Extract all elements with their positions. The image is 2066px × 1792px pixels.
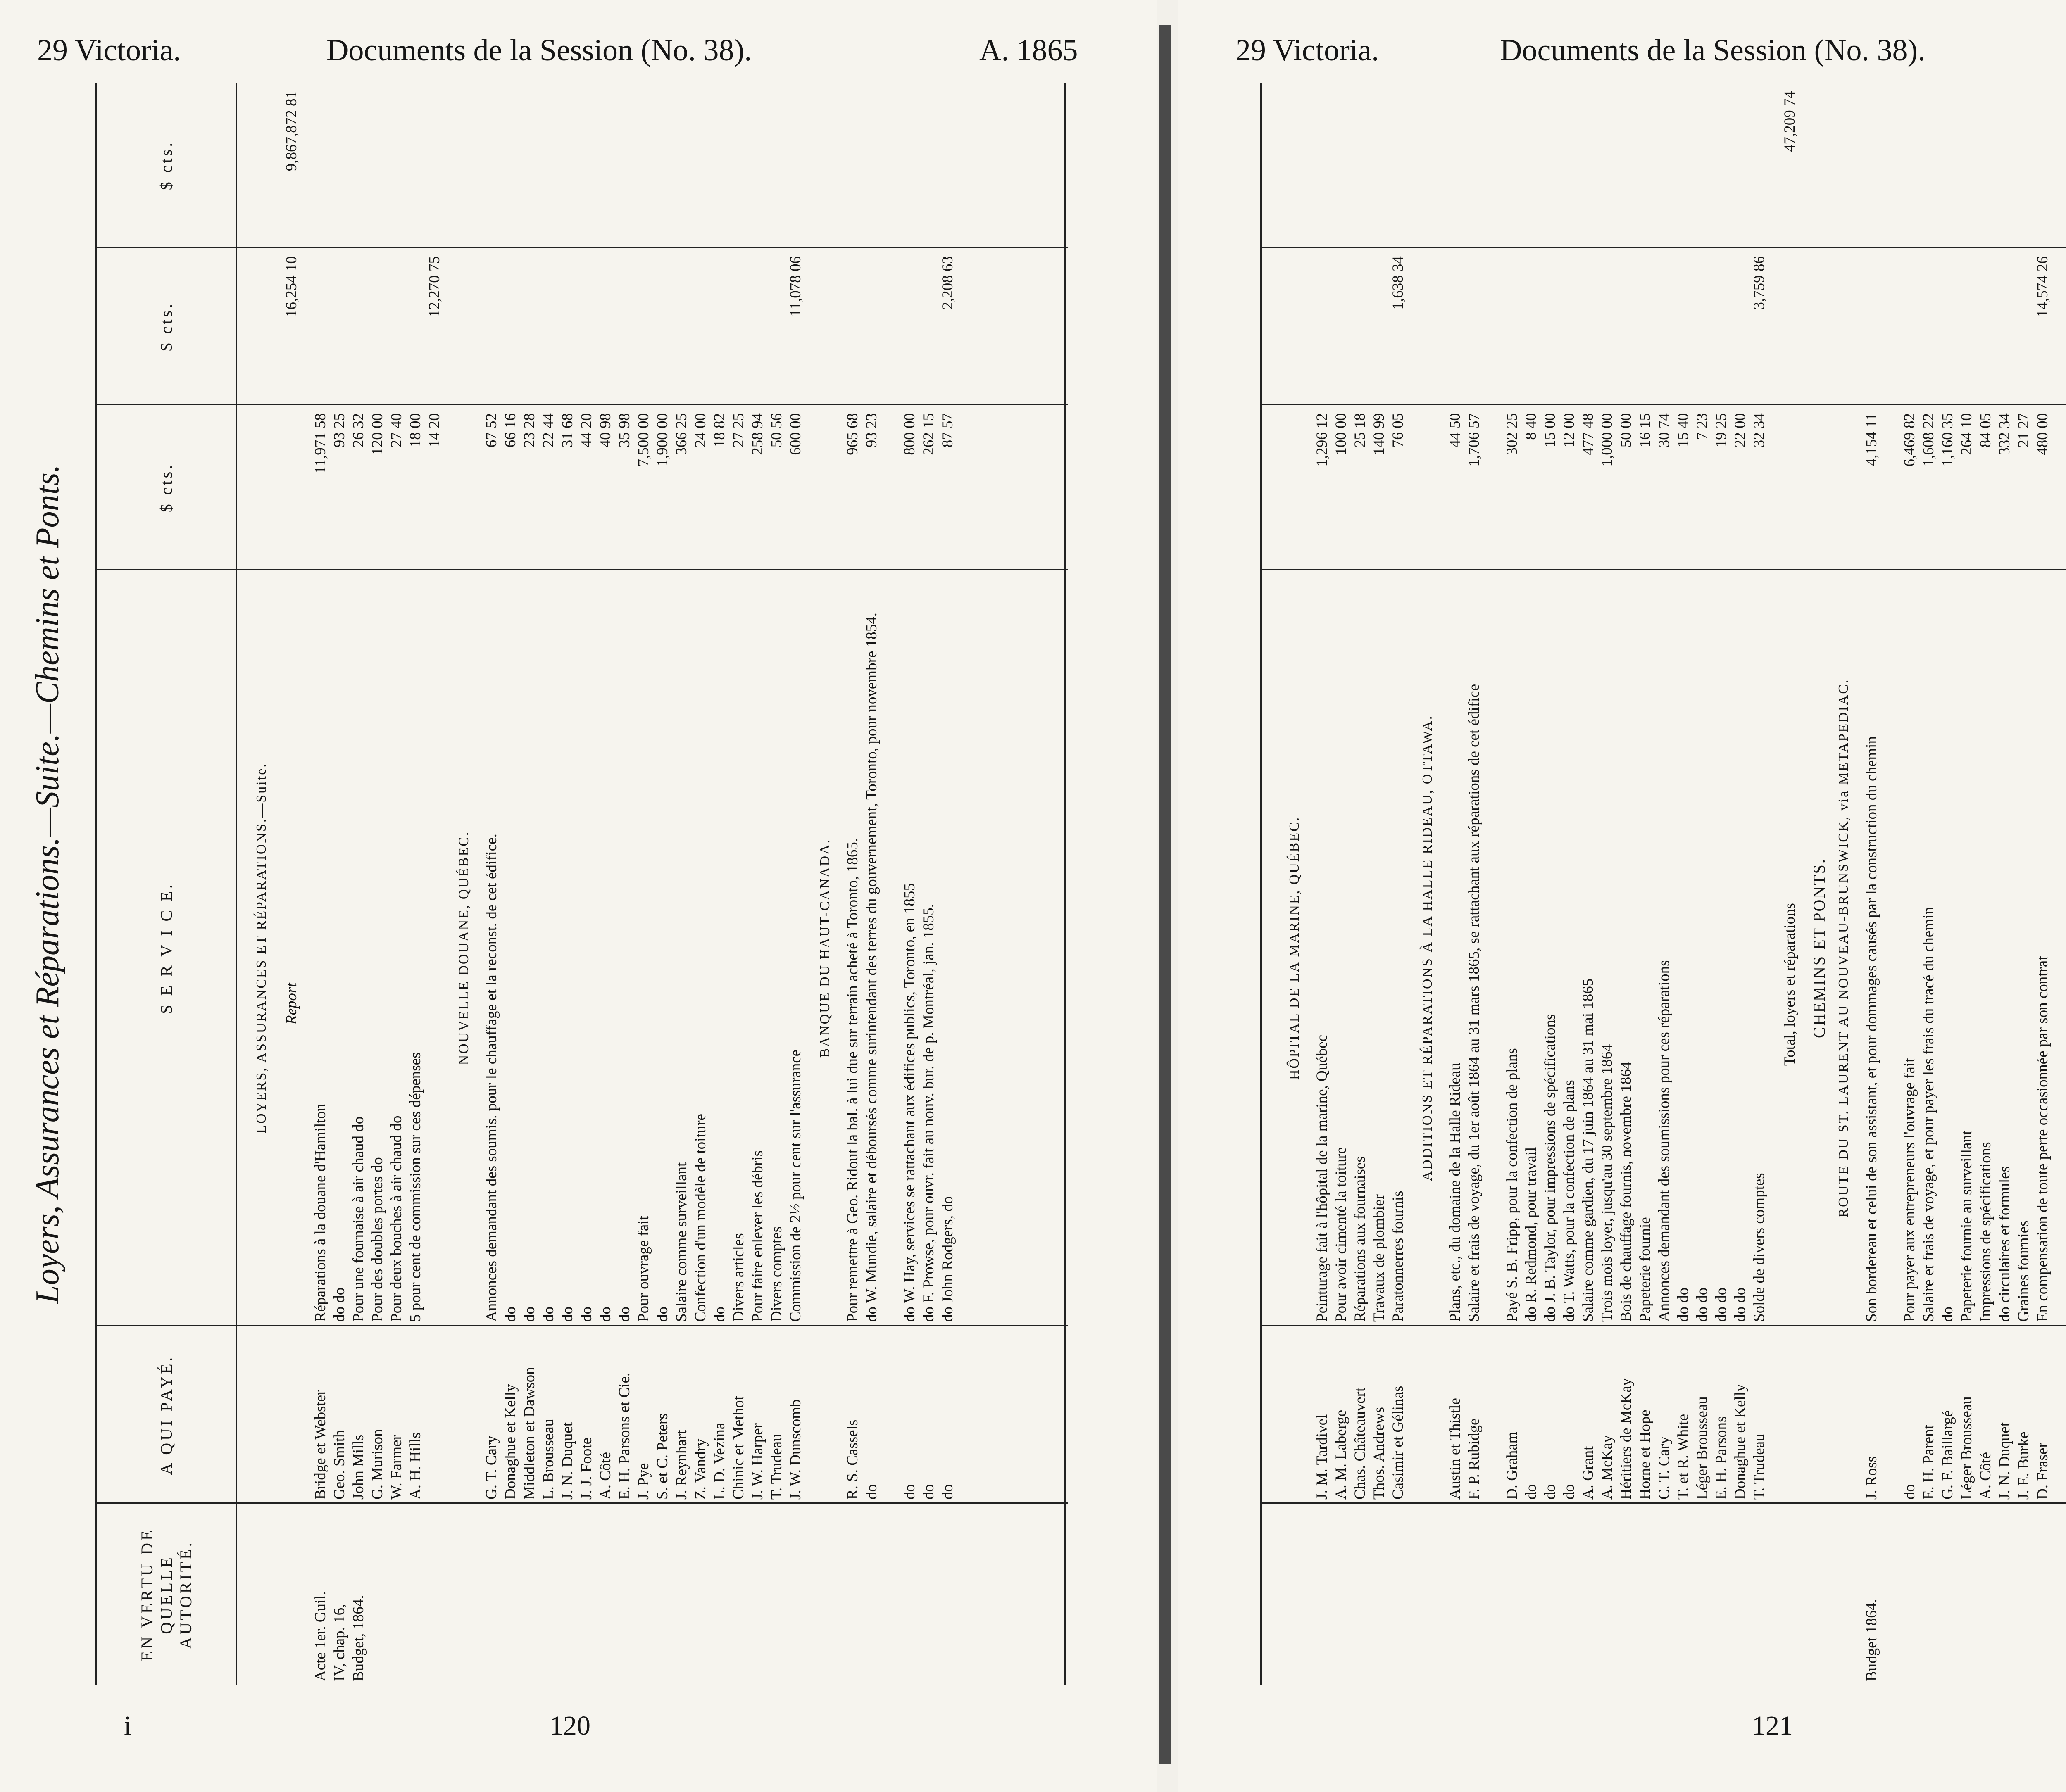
- right-authority: Budget 1864.: [1863, 1599, 1880, 1681]
- left-b-row-amount: 27 25: [730, 413, 747, 448]
- right-b-row-service: Annonces demandant des soumissions pour ces réparations: [1656, 960, 1673, 1322]
- right-b-row-amount: 1,000 00: [1599, 413, 1616, 467]
- right-b-row-service: do do: [1675, 1287, 1692, 1322]
- right-c-row-service: Papeterie fournie au surveillant: [1958, 1130, 1975, 1322]
- left-b-row-amount: 35 98: [616, 413, 633, 448]
- left-b-row-payee: L. Brousseau: [540, 1419, 557, 1500]
- left-a-row-payee: W. Farmer: [388, 1435, 405, 1500]
- left-a-row-payee: Bridge et Webster: [312, 1390, 329, 1500]
- left-c-row-payee: do: [920, 1484, 937, 1500]
- right-c-row-amount: 4,154 11: [1863, 413, 1880, 466]
- left-header-title: Documents de la Session (No. 38).: [326, 33, 752, 67]
- left-b-row-payee: Chinic et Methot: [730, 1396, 747, 1500]
- right-b-row-payee: T. et R. White: [1675, 1414, 1692, 1500]
- right-b-row-payee: do: [1561, 1484, 1578, 1500]
- right-b-row-payee: T. Trudeau: [1751, 1433, 1768, 1500]
- left-section2: NOUVELLE DOUANE, QUÉBEC.: [456, 831, 471, 1065]
- authority-line: IV, chap. 16,: [331, 1604, 348, 1681]
- left-header-regnal: 29 Victoria.: [37, 33, 181, 67]
- left-a-row-service: Pour une fournaise à air chaud do: [350, 1116, 367, 1322]
- right-b-row-payee: do: [1542, 1484, 1559, 1500]
- right-b-row-amount: 15 40: [1675, 413, 1692, 448]
- left-a-row-amount: 11,971 58: [312, 413, 329, 474]
- left-a-row-amount: 26 32: [350, 413, 367, 448]
- left-b-row-amount: 1,900 00: [654, 413, 671, 467]
- left-c-row-amount: 965 68: [844, 413, 861, 455]
- left-c-row-service: do F. Prowse, pour ouvr. fait au nouv. bur. de p. Montréal, jan. 1855.: [920, 903, 937, 1322]
- left-c-row-service: Pour remettre à Geo. Ridout la bal. à lui due sur terrain acheté à Toronto, 1865.: [844, 838, 861, 1322]
- right-b-row-service: do R. Redmond, pour travail: [1523, 1147, 1540, 1322]
- right-header-regnal: 29 Victoria.: [1235, 33, 1379, 67]
- right-b-row-amount: 30 74: [1656, 413, 1673, 448]
- right-b-row-service: Plans, etc., du domaine de la Halle Rideau: [1447, 1063, 1464, 1322]
- left-a-row-service: 5 pour cent de commission sur ces dépenses: [407, 1052, 424, 1322]
- left-b-row-payee: J. Pye: [635, 1463, 652, 1500]
- left-b-row-payee: J. J. Foote: [578, 1437, 595, 1500]
- right-section1: HÔPITAL DE LA MARINE, QUÉBEC.: [1287, 816, 1302, 1080]
- left-a-row-payee: John Mills: [350, 1434, 367, 1500]
- left-b-row-service: do: [597, 1307, 614, 1322]
- right-table: [1260, 83, 2066, 1685]
- right-a-row-service: Travaux de plombier: [1371, 1194, 1388, 1322]
- right-b-row-service: do do: [1694, 1287, 1711, 1322]
- right-b-row-service: do do: [1732, 1287, 1749, 1322]
- left-b-row-amount: 67 52: [483, 413, 500, 448]
- left-b-row-payee: L. D. Vezina: [711, 1422, 728, 1500]
- right-b-row-service: Salaire comme gardien, du 17 juin 1864 au 31 mai 1865: [1580, 978, 1597, 1322]
- left-a-row-service: do do: [331, 1287, 348, 1322]
- right-a-row-payee: Casimir et Gélinas: [1390, 1386, 1407, 1500]
- left-b-row-service: Commission de 2½ pour cent sur l'assurance: [787, 1049, 804, 1322]
- right-b-row-amount: 15 00: [1542, 413, 1559, 448]
- left-b-row-payee: S. et C. Peters: [654, 1413, 671, 1500]
- left-c-row-payee: do: [863, 1484, 880, 1500]
- left-running-title: Loyers, Assurances et Réparations.—Suite.—Chemins et Ponts.: [29, 464, 66, 1304]
- left-b-row-amount: 22 44: [540, 413, 557, 448]
- left-c-row-amount: 800 00: [901, 413, 918, 455]
- right-a-total: 1,638 34: [1390, 256, 1407, 310]
- right-b-row-amount: 1,706 57: [1466, 413, 1483, 467]
- right-b-row-payee: D. Graham: [1504, 1431, 1521, 1500]
- authority-line: Budget, 1864.: [350, 1595, 367, 1681]
- right-b-row-amount: 16 15: [1637, 413, 1654, 448]
- right-b-row-payee: A. McKay: [1599, 1435, 1616, 1500]
- left-b-row-payee: J. W. Dunscomb: [787, 1399, 804, 1500]
- right-c-row-payee: Léger Brousseau: [1958, 1396, 1975, 1500]
- right-b-row-amount: 8 40: [1523, 413, 1540, 440]
- right-b-row-payee: Donaghue et Kelly: [1732, 1384, 1749, 1500]
- right-b-row-service: do J. B. Taylor, pour impressions de spécifications: [1542, 1014, 1559, 1322]
- right-b-row-payee: Héritiers de McKay: [1618, 1378, 1635, 1500]
- left-b-row-payee: J. N. Duquet: [559, 1422, 576, 1500]
- right-a-row-amount: 25 18: [1352, 413, 1369, 448]
- right-b-row-payee: Léger Brousseau: [1694, 1396, 1711, 1500]
- right-a-row-amount: 76 05: [1390, 413, 1407, 448]
- left-table: [95, 83, 1066, 1685]
- right-b-row-amount: 50 00: [1618, 413, 1635, 448]
- col-c2: $ cts.: [97, 248, 237, 405]
- right-b-row-service: Papeterie fournie: [1637, 1217, 1654, 1322]
- right-b-row-amount: 7 23: [1694, 413, 1711, 440]
- right-b-row-amount: 477 48: [1580, 413, 1597, 455]
- left-b-row-amount: 50 56: [768, 413, 785, 448]
- left-c-row-service: do W. Mundie, salaire et déboursés comme surintendant des terres du gouvernement, Toronto, pour novembre 1854.: [863, 613, 880, 1322]
- left-b-row-amount: 366 25: [673, 413, 690, 455]
- left-b-row-amount: 18 82: [711, 413, 728, 448]
- right-b-row-payee: do: [1523, 1484, 1540, 1500]
- right-c-row-amount: 480 00: [2034, 413, 2051, 455]
- left-a-row-payee: Geo. Smith: [331, 1430, 348, 1500]
- left-b-total: 11,078 06: [787, 256, 804, 317]
- right-c-row-amount: 1,608 22: [1920, 413, 1937, 467]
- left-a-row-service: Pour deux bouches à air chaud do: [388, 1115, 405, 1322]
- left-b-row-payee: J. W. Harper: [749, 1423, 766, 1500]
- left-a-row-service: Pour des doubles portes do: [369, 1157, 386, 1322]
- report-c3: 9,867,872 81: [283, 91, 300, 171]
- right-section2: ADDITIONS ET RÉPARATIONS À LA HALLE RIDEAU, OTTAWA.: [1420, 715, 1435, 1181]
- right-a-row-payee: Thos. Andrews: [1371, 1407, 1388, 1500]
- left-a-last-amount: 14 20: [426, 413, 443, 448]
- left-a-row-service: Réparations à la douane d'Hamilton: [312, 1103, 329, 1322]
- right-b-row-service: Trois mois loyer, jusqu'au 30 septembre 1864: [1599, 1044, 1616, 1322]
- left-a-row-amount: 120 00: [369, 413, 386, 455]
- report-c2: 16,254 10: [283, 256, 300, 317]
- right-b-row-service: do T. Watts, pour la confection de plans: [1561, 1080, 1578, 1322]
- left-c-row-amount: 262 15: [920, 413, 937, 455]
- left-rotated-table: [29, 83, 1066, 1685]
- right-c-row-amount: 84 05: [1977, 413, 1994, 448]
- right-c-row-service: Pour payer aux entrepreneurs l'ouvrage fait: [1901, 1058, 1918, 1322]
- left-c-row-service: do John Rodgers, do: [939, 1196, 956, 1322]
- authority-line: Acte 1er. Guil.: [312, 1591, 329, 1681]
- right-b-row-amount: 44 50: [1447, 413, 1464, 448]
- left-b-row-service: Annonces demandant des soumis. pour le chauffage et la reconst. de cet édifice.: [483, 834, 500, 1322]
- right-c-row-amount: 21 27: [2015, 413, 2032, 448]
- left-b-row-payee: E. H. Parsons et Cie.: [616, 1372, 633, 1500]
- right-c-row-payee: E. H. Parent: [1920, 1425, 1937, 1500]
- left-b-row-service: do: [578, 1307, 595, 1322]
- left-b-row-service: do: [654, 1307, 671, 1322]
- left-b-row-payee: T. Trudeau: [768, 1433, 785, 1500]
- right-section4: ROUTE DU ST. LAURENT AU NOUVEAU-BRUNSWICK, via METAPEDIAC.: [1836, 678, 1852, 1218]
- right-c-row-amount: 264 10: [1958, 413, 1975, 455]
- left-c-row-amount: 87 57: [939, 413, 956, 448]
- right-a-row-payee: A. M. Laberge: [1333, 1409, 1350, 1500]
- right-c-row-service: do: [1939, 1307, 1956, 1322]
- right-c-row-payee: J. E. Burke: [2015, 1431, 2032, 1500]
- right-b-row-amount: 19 25: [1713, 413, 1730, 448]
- right-a-row-service: Pour avoir cimenté la toiture: [1333, 1147, 1350, 1322]
- left-b-row-amount: 600 00: [787, 413, 804, 455]
- left-b-row-amount: 66 16: [502, 413, 519, 448]
- left-b-row-service: Divers comptes: [768, 1226, 785, 1322]
- left-b-row-amount: 24 00: [692, 413, 709, 448]
- left-b-row-service: Pour faire enlever les débris: [749, 1150, 766, 1322]
- right-c-row-payee: J. N. Duquet: [1996, 1422, 2013, 1500]
- left-a-row-payee: G. Murison: [369, 1429, 386, 1500]
- right-b-row-amount: 22 00: [1732, 413, 1749, 448]
- right-b-row-service: Payé S. B. Fripp, pour la confection de plans: [1504, 1048, 1521, 1322]
- left-b-row-service: Divers articles: [730, 1233, 747, 1322]
- right-b-row-service: do do: [1713, 1287, 1730, 1322]
- right-c-row-service: En compensation de toute perte occasionnée par son contrat: [2034, 956, 2051, 1322]
- right-total-c3: 47,209 74: [1781, 91, 1798, 152]
- right-c-row-amount: 332 34: [1996, 413, 2013, 455]
- left-b-row-payee: G. T. Cary: [483, 1436, 500, 1500]
- left-b-row-payee: A. Côté: [597, 1452, 614, 1500]
- left-a-row-amount: 18 00: [407, 413, 424, 448]
- right-a-row-service: Paratonnerres fournis: [1390, 1191, 1407, 1322]
- right-b-row-amount: 12 00: [1561, 413, 1578, 448]
- right-a-row-amount: 1,296 12: [1314, 413, 1331, 467]
- left-b-row-amount: 40 98: [597, 413, 614, 448]
- col-payee: A QUI PAYÉ.: [97, 1326, 237, 1504]
- right-c-total: 14,574 26: [2034, 256, 2051, 317]
- left-a-row-payee: A. H. Hills: [407, 1432, 424, 1500]
- right-b-row-service: Bois de chauffage fournis, novembre 1864: [1618, 1061, 1635, 1322]
- left-c-row-payee: R. S. Cassels: [844, 1419, 861, 1500]
- right-c-row-service: Son bordereau et celui de son assistant, et pour dommages causés par la construction du chemin: [1863, 736, 1880, 1322]
- right-b-total: 3,759 86: [1751, 256, 1768, 310]
- left-b-row-amount: 258 94: [749, 413, 766, 455]
- left-b-row-service: do: [502, 1307, 519, 1322]
- right-a-row-amount: 140 99: [1371, 413, 1388, 455]
- right-a-row-service: Peinturage fait à l'hôpital de la marine, Québec: [1314, 1035, 1331, 1322]
- right-c-row-amount: 6,469 82: [1901, 413, 1918, 467]
- left-c-row-payee: do: [939, 1484, 956, 1500]
- right-b-row-payee: Horne et Hope: [1637, 1409, 1654, 1500]
- left-b-row-amount: 31 68: [559, 413, 576, 448]
- left-section3: BANQUE DU HAUT-CANADA.: [817, 838, 833, 1058]
- col-c1: $ cts.: [97, 405, 237, 570]
- book-spine: [1159, 25, 1171, 1764]
- right-b-row-service: Salaire et frais de voyage, du 1er août 1864 au 31 mars 1865, se rattachant aux réparations de cet édifice: [1466, 684, 1483, 1322]
- left-page-number: 120: [550, 1711, 590, 1741]
- left-b-row-service: Pour ouvrage fait: [635, 1216, 652, 1322]
- left-a-total: 12,270 75: [426, 256, 443, 317]
- left-a-row-amount: 27 40: [388, 413, 405, 448]
- right-c-row-payee: G. F. Baillargé: [1939, 1410, 1956, 1500]
- right-a-row-payee: J. M. Tardivel: [1314, 1414, 1331, 1500]
- right-b-row-service: Solde de divers comptes: [1751, 1173, 1768, 1322]
- right-b-row-payee: Austin et Thistle: [1447, 1398, 1464, 1500]
- right-c-row-service: do circulaires et formules: [1996, 1166, 2013, 1322]
- left-header-year: A. 1865: [979, 33, 1078, 67]
- left-b-row-payee: J. Reynhart: [673, 1430, 690, 1500]
- right-a-row-amount: 100 00: [1333, 413, 1350, 455]
- right-a-row-service: Réparations aux fournaises: [1352, 1156, 1369, 1322]
- left-b-row-service: do: [616, 1307, 633, 1322]
- right-b-row-amount: 32 34: [1751, 413, 1768, 448]
- left-c-row-service: do W. Hay, services se rattachant aux édifices publics, Toronto, en 1855: [901, 883, 918, 1322]
- left-b-row-service: do: [521, 1307, 538, 1322]
- col-authority: EN VERTU DE QUELLE AUTORITÉ.: [97, 1504, 237, 1685]
- left-b-row-service: Confection d'un modèle de toiture: [692, 1114, 709, 1322]
- left-b-row-service: do: [559, 1307, 576, 1322]
- right-c-row-payee: A. Côté: [1977, 1452, 1994, 1500]
- right-c-row-service: Impressions de spécifications: [1977, 1142, 1994, 1322]
- right-total-label: Total, loyers et réparations: [1781, 903, 1798, 1066]
- left-b-row-service: Salaire comme surveillant: [673, 1162, 690, 1322]
- left-b-row-amount: 7,500 00: [635, 413, 652, 467]
- left-a-row-amount: 93 25: [331, 413, 348, 448]
- right-b-row-payee: A. Grant: [1580, 1446, 1597, 1500]
- right-a-row-payee: Chas. Châteauvert: [1352, 1387, 1369, 1500]
- left-c-row-payee: do: [901, 1484, 918, 1500]
- left-b-row-amount: 23 28: [521, 413, 538, 448]
- right-rotated-table: [1260, 83, 2066, 1685]
- left-b-row-amount: 44 20: [578, 413, 595, 448]
- left-corner-mark: i: [124, 1711, 132, 1741]
- col-c3: $ cts.: [97, 83, 237, 248]
- col-service: S E R V I C E.: [97, 570, 237, 1326]
- left-b-row-payee: Middleton et Dawson: [521, 1367, 538, 1500]
- left-c-row-amount: 93 23: [863, 413, 880, 448]
- right-c-row-payee: D. Fraser: [2034, 1443, 2051, 1500]
- left-section-title: LOYERS, ASSURANCES ET RÉPARATIONS.—Suite.: [254, 763, 269, 1134]
- right-b-row-payee: E. H. Parsons: [1713, 1416, 1730, 1500]
- right-page-number: 121: [1752, 1711, 1793, 1741]
- right-c-row-payee: J. Ross: [1863, 1456, 1880, 1500]
- right-c-row-service: Graines fournies: [2015, 1220, 2032, 1322]
- left-b-row-payee: Z. Vandry: [692, 1438, 709, 1500]
- right-section3: CHEMINS ET PONTS.: [1810, 858, 1828, 1038]
- right-header-title: Documents de la Session (No. 38).: [1500, 33, 1926, 67]
- left-b-row-service: do: [711, 1307, 728, 1322]
- right-b-row-payee: C. T. Cary: [1656, 1436, 1673, 1500]
- left-b-row-service: do: [540, 1307, 557, 1322]
- right-b-row-amount: 302 25: [1504, 413, 1521, 455]
- right-c-row-amount: 1,160 35: [1939, 413, 1956, 467]
- left-c-total: 2,208 63: [939, 256, 956, 310]
- report-label: Report: [283, 983, 300, 1024]
- right-c-row-service: Salaire et frais de voyage, et pour payer les frais du tracé du chemin: [1920, 907, 1937, 1322]
- right-b-row-payee: F. P. Rubidge: [1466, 1418, 1483, 1500]
- right-c-row-payee: do: [1901, 1484, 1918, 1500]
- left-b-row-payee: Donaghue et Kelly: [502, 1384, 519, 1500]
